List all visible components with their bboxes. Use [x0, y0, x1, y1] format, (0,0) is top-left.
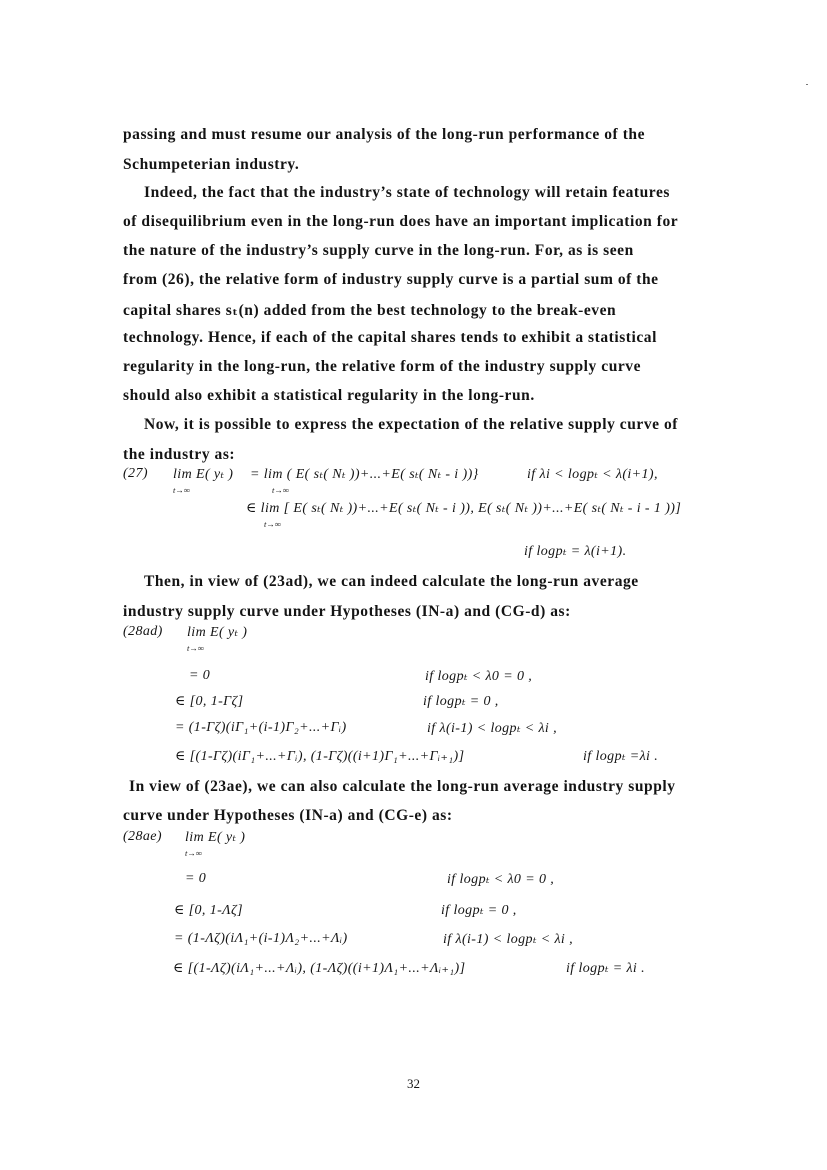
- text-line: curve under Hypotheses (IN-a) and (CG-e) as:: [123, 807, 453, 824]
- limit-subscript: t→∞: [187, 643, 204, 653]
- limit-subscript: t→∞: [272, 485, 289, 495]
- equation-case-condition: if λ(i-1) < logpₜ < λi ,: [443, 932, 574, 947]
- equation-case-value: ∈ [0, 1-Λζ]: [174, 903, 243, 918]
- equation-rhs: = lim ( E( sₜ( Nₜ ))+...+E( sₜ( Nₜ - i ))}: [250, 467, 479, 482]
- equation-case-value: ∈ [(1-Λζ)(iΛ₁+...+Λᵢ), (1-Λζ)((i+1)Λ₁+...+Λᵢ₊₁)]: [173, 961, 466, 976]
- equation-condition: if λi < logpₜ < λ(i+1),: [527, 467, 658, 482]
- page-number: 32: [407, 1076, 420, 1091]
- text-line: In view of (23ae), we can also calculate the long-run average industry supply: [129, 778, 676, 795]
- equation-lhs: lim E( yₜ ): [185, 830, 246, 845]
- equation-case-condition: if logpₜ = 0 ,: [423, 694, 499, 709]
- equation-case-condition: if logpₜ = λi .: [566, 961, 646, 976]
- text-line: Indeed, the fact that the industry’s state of technology will retain features: [144, 184, 670, 201]
- equation-case-value: ∈ [(1-Γζ)(iΓ₁+...+Γᵢ), (1-Γζ)((i+1)Γ₁+...+Γᵢ₊₁)]: [175, 749, 465, 764]
- equation-rhs: ∈ lim [ E( sₜ( Nₜ ))+...+E( sₜ( Nₜ - i )), E( sₜ( Nₜ ))+...+E( sₜ( Nₜ - i - 1 ))]: [246, 501, 682, 516]
- text-line: Then, in view of (23ad), we can indeed calculate the long-run average: [144, 573, 639, 590]
- equation-lhs: lim E( yₜ ): [187, 625, 248, 640]
- equation-case-condition: if logpₜ =λi .: [583, 749, 659, 764]
- limit-subscript: t→∞: [185, 848, 202, 858]
- equation-condition: if logpₜ = λ(i+1).: [524, 544, 627, 559]
- text-line: Schumpeterian industry.: [123, 156, 300, 173]
- text-line: should also exhibit a statistical regularity in the long-run.: [123, 387, 535, 404]
- equation-case-value: = (1-Λζ)(iΛ₁+(i-1)Λ₂+...+Λᵢ): [174, 931, 348, 946]
- text-line: technology. Hence, if each of the capital shares tends to exhibit a statistical: [123, 329, 657, 346]
- text-line: regularity in the long-run, the relative form of the industry supply curve: [123, 358, 642, 375]
- equation-case-value: = (1-Γζ)(iΓ₁+(i-1)Γ₂+...+Γᵢ): [175, 720, 347, 735]
- equation-case-value: = 0: [189, 668, 211, 683]
- text-line: Now, it is possible to express the expectation of the relative supply curve of: [144, 416, 678, 433]
- equation-label: (28ad): [123, 624, 163, 639]
- scan-speck: [806, 84, 808, 85]
- limit-subscript: t→∞: [264, 519, 281, 529]
- equation-case-condition: if λ(i-1) < logpₜ < λi ,: [427, 721, 558, 736]
- equation-case-condition: if logpₜ = 0 ,: [441, 903, 517, 918]
- equation-case-condition: if logpₜ < λ0 = 0 ,: [425, 669, 533, 684]
- text-line: industry supply curve under Hypotheses (IN-a) and (CG-d) as:: [123, 603, 571, 620]
- text-line: the nature of the industry’s supply curve in the long-run. For, as is seen: [123, 242, 634, 259]
- text-line: the industry as:: [123, 446, 236, 463]
- equation-label: (28ae): [123, 829, 162, 844]
- limit-subscript: t→∞: [173, 485, 190, 495]
- equation-lhs: lim E( yₜ ): [173, 467, 234, 482]
- text-line: passing and must resume our analysis of the long-run performance of the: [123, 126, 646, 143]
- text-line: of disequilibrium even in the long-run does have an important implication for: [123, 213, 679, 230]
- equation-case-value: ∈ [0, 1-Γζ]: [175, 694, 244, 709]
- equation-case-value: = 0: [185, 871, 207, 886]
- equation-case-condition: if logpₜ < λ0 = 0 ,: [447, 872, 555, 887]
- equation-label: (27): [123, 466, 148, 481]
- text-line: capital shares sₜ(n) added from the best technology to the break-even: [123, 302, 617, 319]
- text-line: from (26), the relative form of industry supply curve is a partial sum of the: [123, 271, 659, 288]
